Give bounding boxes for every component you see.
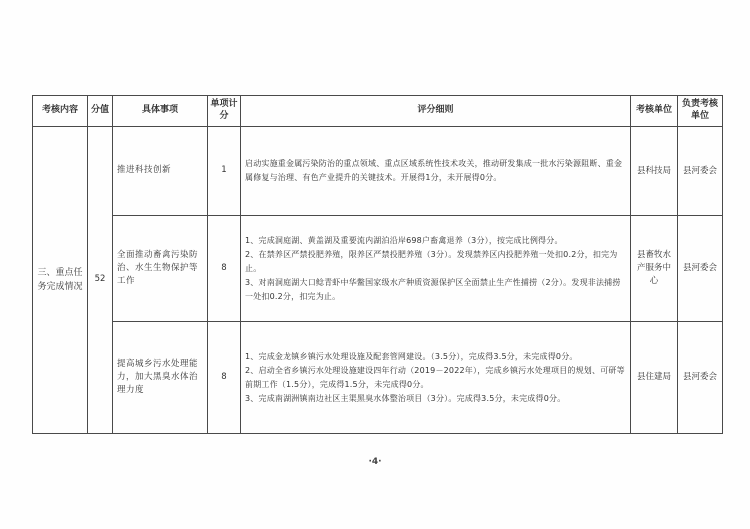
header-item: 具体事项: [113, 96, 208, 127]
header-single-score: 单项计分: [208, 96, 241, 127]
single-score-cell: 8: [208, 322, 241, 434]
responsible-unit-cell: 县河委会: [678, 216, 723, 322]
assess-unit-cell: 县畜牧水产服务中心: [631, 216, 678, 322]
detail-line: 1、完成洞庭湖、黄盖湖及重要流内湖泊沿岸698户畜禽退养（3分），按完成比例得分。: [245, 235, 563, 245]
detail-cell: [241, 127, 631, 216]
item-cell: 推进科技创新: [113, 127, 208, 216]
table-row: [33, 127, 723, 216]
responsible-unit-cell: 县河委会: [678, 127, 723, 216]
header-category: 考核内容: [33, 96, 88, 127]
page-number: ·4·: [368, 457, 382, 467]
detail-line: 启动实施重金属污染防治的重点领域、重点区域系统性技术攻关，推动研发集成一批水污染源阻断、重金属修复与治理、有色产业提升的关键技术。开展得1分，未开展得0分。: [245, 159, 623, 182]
detail-cell: [241, 216, 631, 322]
single-score-cell: 8: [208, 216, 241, 322]
header-detail: 评分细则: [241, 96, 631, 127]
assess-unit-cell: 县科技局: [631, 127, 678, 216]
category-cell: 三、重点任务完成情况: [33, 127, 88, 434]
item-cell: 全面推动畜禽污染防治、水生生物保护等工作: [113, 216, 208, 322]
single-score-cell: 1: [208, 127, 241, 216]
assessment-table: [32, 95, 723, 434]
responsible-unit-cell: 县河委会: [678, 322, 723, 434]
header-score: 分值: [88, 96, 113, 127]
table-row: [33, 216, 723, 322]
detail-line: 3、对南洞庭湖大口鲶青虾中华鳖国家级水产种质资源保护区全面禁止生产性捕捞（2分）。发现非法捕捞一处扣0.2分，扣完为止。: [245, 277, 621, 301]
category-score-cell: 52: [88, 127, 113, 434]
item-cell: 提高城乡污水处理能力，加大黑臭水体治理力度: [113, 322, 208, 434]
detail-line: 3、完成南湖洲镇南边社区主渠黑臭水体整治项目（3分）。完成得3.5分，未完成得0分。: [245, 393, 566, 403]
header-assess-unit: 考核单位: [631, 96, 678, 127]
assess-unit-cell: 县住建局: [631, 322, 678, 434]
table-row: [33, 322, 723, 434]
detail-line: 2、启动全省乡镇污水处理设施建设四年行动（2019－2022年），完成乡镇污水处理项目的规划、可研等前期工作（1.5分），完成得1.5分，未完成得0分。: [245, 365, 625, 389]
detail-cell: [241, 322, 631, 434]
header-responsible-unit: 负责考核单位: [678, 96, 723, 127]
detail-line: 2、在禁养区严禁投肥养殖，限养区严禁投肥养殖（3分）。发现禁养区内投肥养殖一处扣0.2分，扣完为止。: [245, 249, 618, 273]
detail-line: 1、完成金龙镇乡镇污水处理设施及配套管网建设。（3.5分），完成得3.5分，未完成得0分。: [245, 351, 578, 361]
table-header-row: [33, 96, 723, 127]
